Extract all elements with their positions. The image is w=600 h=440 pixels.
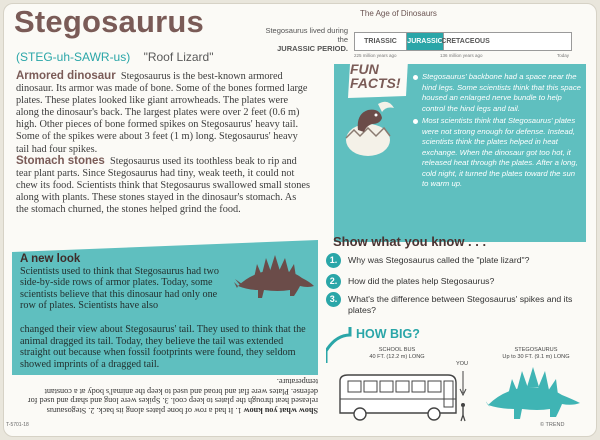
period-note xyxy=(258,26,348,53)
stego-label-size: Up to 30 FT. (9.1 m) LONG xyxy=(502,354,570,360)
bus-label-name: SCHOOL BUS xyxy=(378,347,416,353)
period-jurassic: JURASSIC xyxy=(407,33,443,50)
timeline-bar xyxy=(354,32,572,51)
section-heading: Stomach stones xyxy=(16,155,105,167)
stegosaurus-scale-icon xyxy=(486,363,582,423)
timeline-tick: Today xyxy=(557,53,570,58)
hatching-egg-icon xyxy=(338,100,400,160)
quiz-question xyxy=(326,276,588,287)
pronunciation-text: (STEG-uh-SAWR-us) xyxy=(16,50,131,64)
name-meaning: "Roof Lizard" xyxy=(143,50,214,64)
stego-label-name: STEGOSAURUS xyxy=(514,347,558,353)
pronunciation xyxy=(16,50,213,64)
new-look-heading: A new look xyxy=(20,253,81,265)
upside-down-answers xyxy=(18,377,318,415)
question-text: What's the difference between Stegosaurus' spikes and its plates? xyxy=(348,294,573,315)
fun-fact-item: Stegosaurus' backbone had a space near the hind legs. Some scientists think that this space housed an enlarged nerve bundle to help control the hind legs and tail. xyxy=(412,72,582,114)
answers-text: 1. It had a row of bone plates along its back. 2. Stegosaurus released heat through the plates to keep cool. 3. Spikes were long and sharp and used for defense. Plates were flat and broad and used to keep the animal's body at a constant temperature. xyxy=(27,377,318,415)
new-look-text-wide: changed their view about Stegosaurus' tail. They used to think that the animal dragged its tail. Today, they believe the tail was extended straight out because when fossil footprints were found, they seldom showed imprints of a dragged tail. xyxy=(20,324,306,370)
question-number: 2. xyxy=(326,274,341,289)
question-text: Why was Stegosaurus called the "plate lizard"? xyxy=(348,255,530,265)
copyright: © TREND xyxy=(540,422,565,428)
product-code: T-5701-18 xyxy=(6,422,29,428)
stegosaurus-silhouette-icon xyxy=(234,252,316,304)
period-note-line: Stegosaurus lived during the xyxy=(265,26,348,44)
you-label: YOU xyxy=(455,361,469,367)
bus-label xyxy=(360,347,434,361)
period-triassic: TRIASSIC xyxy=(355,33,407,50)
new-look-text: Scientists used to think that Stegosaurus had two side-by-side rows of armor plates. Today, some scientists believe that this dinosaur had only one row of plates. Scientists have also xyxy=(20,265,219,312)
question-text: How did the plates help Stegosaurus? xyxy=(348,276,495,286)
question-number: 1. xyxy=(326,253,341,268)
age-timeline xyxy=(354,8,574,62)
timeline-tick: 136 million years ago xyxy=(440,53,483,58)
fun-facts-list xyxy=(412,72,582,192)
bus-label-size: 40 FT. (12.2 m) LONG xyxy=(369,354,425,360)
page-title: Stegosaurus xyxy=(14,4,204,39)
how-big-title: HOW BIG? xyxy=(356,327,420,341)
period-cretaceous: CRETACEOUS xyxy=(443,33,487,50)
timeline-tick: 225 million years ago xyxy=(354,53,397,58)
quiz-title: Show what you know . . . xyxy=(333,234,487,249)
new-look-section-wide xyxy=(20,324,316,370)
question-number: 3. xyxy=(326,292,341,307)
stego-label xyxy=(496,347,576,361)
quiz-question xyxy=(326,294,588,316)
fun-fact-item: Most scientists think that Stegosaurus' plates were not strong enough for defense. Instead, scientists think the plates helped in heat exchange. When the dinosaur got too hot, it released heat through the plates. After a long, cold night, it turned the plates toward the sun to warm up. xyxy=(412,116,582,190)
answers-label: Show what you know xyxy=(243,406,318,415)
timeline-title: The Age of Dinosaurs xyxy=(360,9,437,18)
quiz-question xyxy=(326,255,588,266)
you-figure-icon xyxy=(456,371,470,423)
section-text: Stegosaurus is the best-known armored dinosaur. Its armor was made of bone. Some of the bones formed large plates. These plates looked like giant arrowheads. The plates were along the dinosaur's back. The largest plates were over 2 feet (0.6 m) high. Other pieces of bone formed spikes on Stegosaurus' heavy tail. Some of the spikes were about 3 feet (1 m) long. Stegosaurus' heavy tail had four spikes. xyxy=(16,71,308,155)
new-look-section xyxy=(20,254,230,312)
school-bus-icon xyxy=(336,371,460,423)
section-heading: Armored dinosaur xyxy=(16,70,116,82)
section-armored xyxy=(16,70,310,156)
section-stomach xyxy=(16,155,310,216)
period-name: JURASSIC PERIOD. xyxy=(277,44,348,53)
fun-facts-badge: FUN FACTS! xyxy=(350,61,401,91)
size-comparison xyxy=(326,327,588,427)
section-text: Stegosaurus used its toothless beak to rip and tear plant parts. Since Stegosaurus had tiny, weak teeth, it could not chew its food. Scientists think that Stegosaurus swallowed small stones along with plants. These stones stayed in the dinosaur's stomach. As the stomach churned, the stones helped grind the food. xyxy=(16,156,311,216)
